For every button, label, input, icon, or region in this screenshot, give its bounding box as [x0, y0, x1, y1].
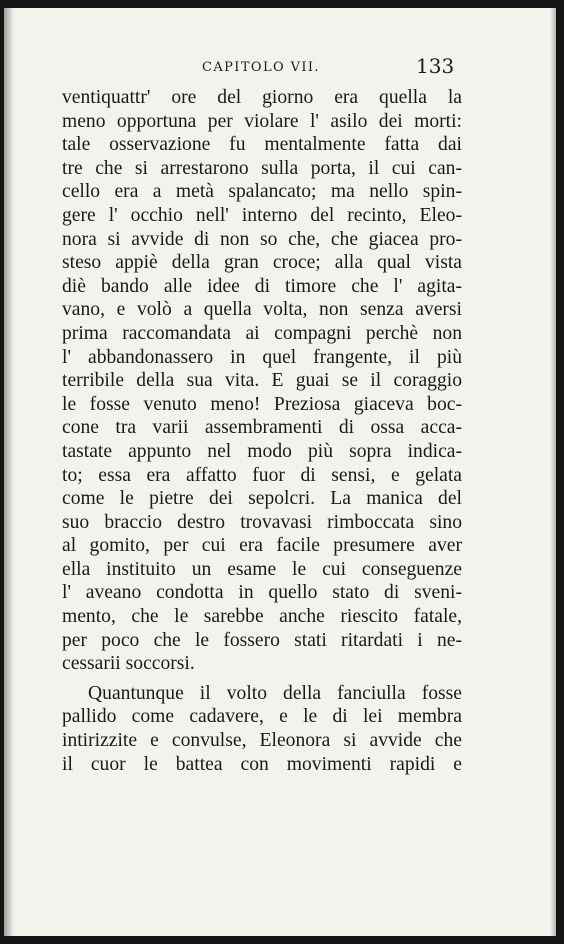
- text-line: mento, che le sarebbe anche riescito fatale,: [62, 606, 462, 628]
- text-line: ella instituito un esame le cui conseguenze: [62, 558, 462, 580]
- page-number: 133: [416, 54, 455, 78]
- text-line: l' abbandonassero in quel frangente, il più: [62, 346, 462, 368]
- text-line: steso appiè della gran croce; alla qual vista: [62, 252, 462, 274]
- text-line: le fosse venuto meno! Preziosa giaceva boc-: [62, 393, 462, 415]
- book-page: [4, 8, 556, 936]
- text-line: tale osservazione fu mentalmente fatta dai: [62, 134, 462, 156]
- text-line: cello era a metà spalancato; ma nello spin-: [62, 181, 462, 203]
- text-line: suo braccio destro trovavasi rimboccata sino: [62, 511, 462, 533]
- text-line: per poco che le fossero stati ritardati i ne-: [62, 629, 462, 651]
- text-line: pallido come cadavere, e le di lei membra: [62, 706, 462, 728]
- text-line: tre che si arrestarono sulla porta, il cui can-: [62, 157, 462, 179]
- text-line: gere l' occhio nell' interno del recinto, Eleo-: [62, 204, 462, 226]
- text-line: come le pietre dei sepolcri. La manica del: [62, 488, 462, 510]
- text-line: vano, e volò a quella volta, non senza aversi: [62, 299, 462, 321]
- text-line: nora si avvide di non so che, che giacea pro-: [62, 228, 462, 250]
- page-edge-shadow-left: [4, 8, 14, 936]
- body-text: [62, 86, 462, 776]
- text-line: meno opportuna per violare l' asilo dei morti:: [62, 110, 462, 132]
- running-head: CAPITOLO VII.: [202, 60, 320, 75]
- text-line: l' aveano condotta in quello stato di sveni-: [62, 582, 462, 604]
- text-line: tastate appunto nel modo più sopra indica-: [62, 440, 462, 462]
- text-line: ventiquattr' ore del giorno era quella la: [62, 87, 462, 108]
- text-line: cone tra varii assembramenti di ossa acca-: [62, 417, 462, 439]
- text-line: cessarii soccorsi.: [62, 653, 195, 675]
- text-line: terribile della sua vita. E guai se il coraggio: [62, 370, 462, 392]
- paragraph-2: [62, 682, 462, 776]
- text-line: intirizzite e convulse, Eleonora si avvide che: [62, 730, 462, 752]
- paragraph-1: [62, 86, 462, 676]
- text-line: diè bando alle idee di timore che l' agita-: [62, 275, 462, 297]
- text-line: il cuor le battea con movimenti rapidi e: [62, 753, 462, 775]
- text-line: al gomito, per cui era facile presumere aver: [62, 535, 462, 557]
- page-header: [4, 56, 556, 82]
- page-edge-shadow-right: [550, 8, 556, 936]
- text-line: Quantunque il volto della fanciulla fosse: [88, 682, 462, 704]
- text-line: prima raccomandata ai compagni perchè non: [62, 322, 462, 344]
- text-line: to; essa era affatto fuor di sensi, e gelata: [62, 464, 462, 486]
